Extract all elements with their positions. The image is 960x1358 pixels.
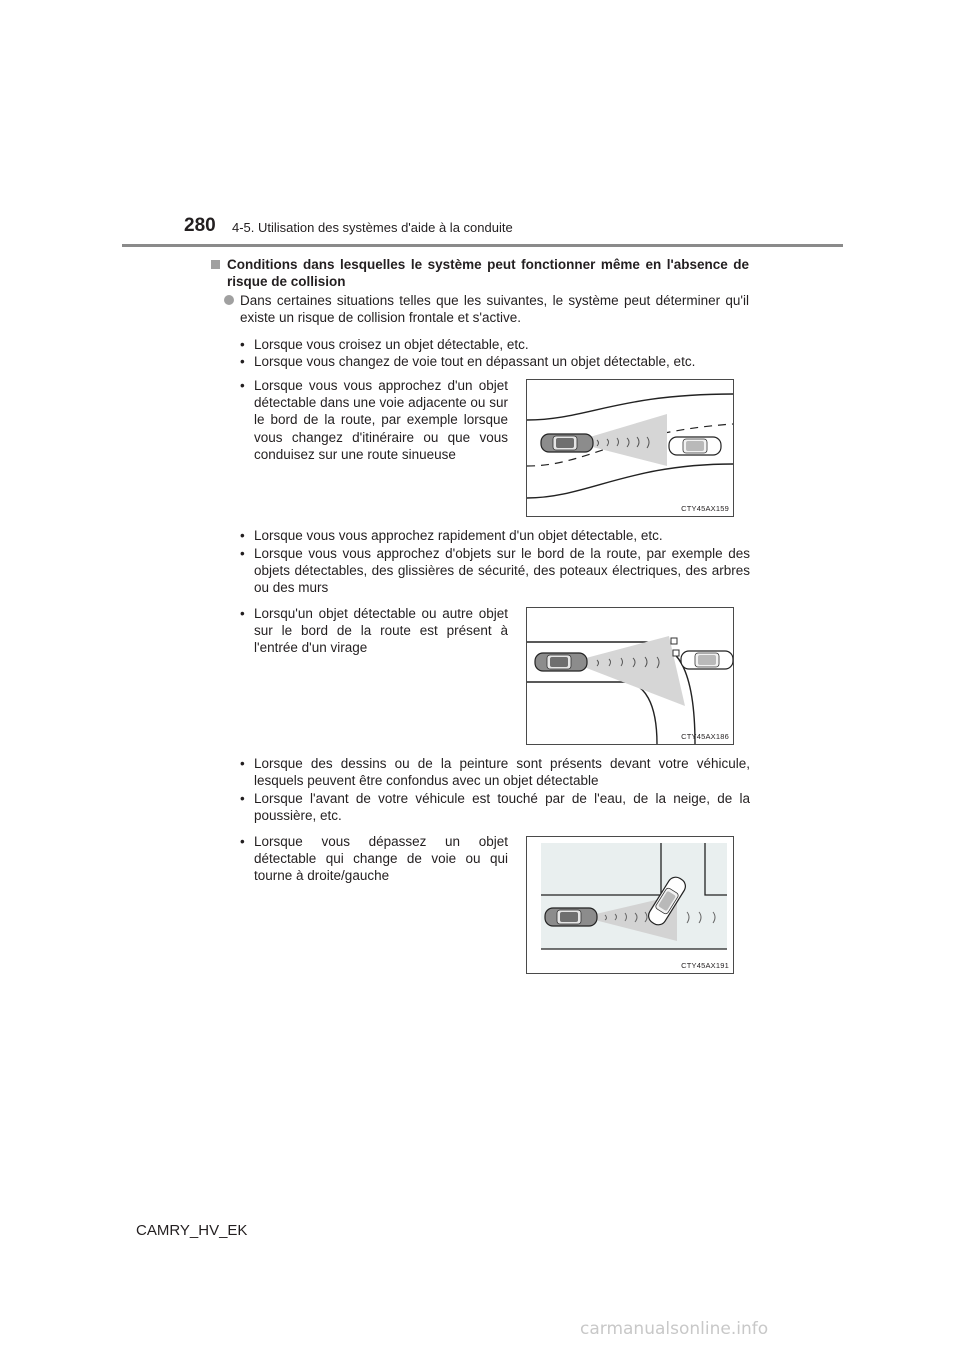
- intro-text: Dans certaines situations telles que les suivantes, le système peut déterminer qu'il existe un risque de collision frontale et s'active.: [240, 293, 749, 326]
- list-bullet: •: [240, 354, 245, 369]
- section-heading: [211, 256, 749, 290]
- list-item-text: Lorsque des dessins ou de la peinture sont présents devant votre véhicule, lesquels peuvent être confondus avec un objet détectable: [254, 756, 750, 789]
- intro-paragraph: [224, 292, 749, 326]
- list-bullet: •: [240, 606, 245, 621]
- list-item: [240, 353, 750, 370]
- list-item-text: Lorsque vous changez de voie tout en dépassant un objet détectable, etc.: [254, 354, 696, 369]
- list-bullet: •: [240, 378, 245, 393]
- list-item-text: Lorsqu'un objet détectable ou autre objet sur le bord de la route est présent à l'entrée d'un virage: [254, 606, 508, 656]
- section-heading-text: Conditions dans lesquelles le système peut fonctionner même en l'absence de risque de collision: [227, 257, 749, 290]
- list-item: [240, 755, 750, 789]
- list-item: [240, 545, 750, 597]
- watermark: carmanualsonline.info: [580, 1319, 769, 1339]
- list-item: [240, 790, 750, 824]
- square-bullet-icon: [211, 260, 220, 269]
- figure-curved-road: [526, 379, 734, 517]
- figure-code: CTY45AX191: [681, 961, 729, 970]
- list-item-text: Lorsque vous vous approchez d'objets sur le bord de la route, par exemple des objets détectables, des glissières de sécurité, des poteaux électriques, des arbres ou des murs: [254, 546, 750, 596]
- list-bullet: •: [240, 528, 245, 543]
- curved-road-illustration: [527, 380, 733, 516]
- header-divider: [122, 244, 843, 247]
- footer-model-code: CAMRY_HV_EK: [136, 1222, 248, 1239]
- list-bullet: •: [240, 756, 245, 771]
- list-item: [240, 377, 508, 463]
- list-bullet: •: [240, 337, 245, 352]
- list-item-text: Lorsque vous croisez un objet détectable, etc.: [254, 337, 529, 352]
- page-number: 280: [184, 215, 216, 236]
- list-bullet: •: [240, 791, 245, 806]
- list-bullet: •: [240, 834, 245, 849]
- intersection-illustration: [527, 837, 733, 973]
- list-item-text: Lorsque vous vous approchez d'un objet détectable dans une voie adjacente ou sur le bord de la route, par exemple lorsque vous changez d'itinéraire ou que vous conduisez sur une route sinueuse: [254, 378, 508, 462]
- list-item: [240, 605, 508, 657]
- figure-code: CTY45AX159: [681, 504, 729, 513]
- list-item-text: Lorsque l'avant de votre véhicule est touché par de l'eau, de la neige, de la poussière, etc.: [254, 791, 750, 824]
- round-bullet-icon: [224, 295, 234, 305]
- curve-entrance-illustration: [527, 608, 733, 744]
- figure-code: CTY45AX186: [681, 732, 729, 741]
- list-item: [240, 336, 750, 353]
- figure-curve-entrance: [526, 607, 734, 745]
- list-item: [240, 833, 508, 885]
- list-bullet: •: [240, 546, 245, 561]
- list-item: [240, 527, 750, 544]
- list-item-text: Lorsque vous dépassez un objet détectable qui change de voie ou qui tourne à droite/gauche: [254, 834, 508, 884]
- list-item-text: Lorsque vous vous approchez rapidement d'un objet détectable, etc.: [254, 528, 663, 543]
- chapter-title: 4-5. Utilisation des systèmes d'aide à la conduite: [232, 220, 513, 235]
- figure-intersection: [526, 836, 734, 974]
